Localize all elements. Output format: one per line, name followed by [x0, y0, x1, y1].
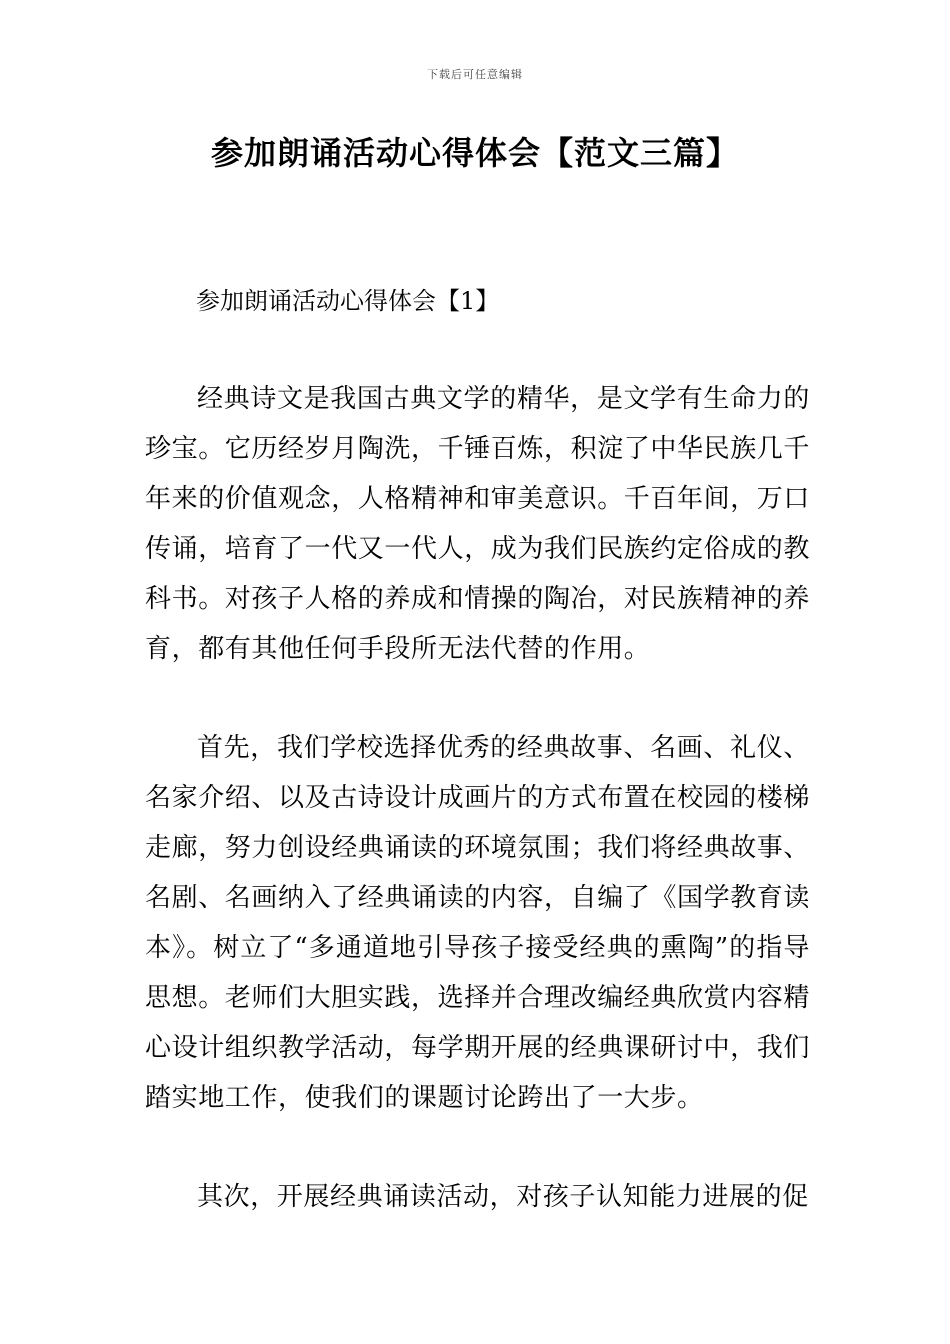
- paragraph-1: 经典诗文是我国古典文学的精华，是文学有生命力的珍宝。它历经岁月陶洗，千锤百炼，积淀了中华民族几千年来的价值观念，人格精神和审美意识。千百年间，万口传诵，培育了一代又一代人，成为我们民族约定俗成的教科书。对孩子人格的养成和情操的陶冶，对民族精神的养育，都有其他任何手段所无法代替的作用。: [145, 384, 811, 664]
- paragraph-3: 其次，开展经典诵读活动，对孩子认知能力进展的促: [197, 1182, 809, 1212]
- section-heading: 参加朗诵活动心得体会【1】: [196, 287, 500, 315]
- document-title: 参加朗诵活动心得体会【范文三篇】: [210, 134, 739, 172]
- header-note: 下载后可任意编辑: [427, 68, 523, 81]
- paragraph-2: 首先，我们学校选择优秀的经典故事、名画、礼仪、名家介绍、以及古诗设计成画片的方式布置在校园的楼梯走廊，努力创设经典诵读的环境氛围；我们将经典故事、名剧、名画纳入了经典诵读的内容，自编了《国学教育读本》。树立了“多通道地引导孩子接受经典的熏陶”的指导思想。老师们大胆实践，选择并合理改编经典欣赏内容精心设计组织教学活动，每学期开展的经典课研讨中，我们踏实地工作，使我们的课题讨论跨出了一大步。: [145, 733, 811, 1113]
